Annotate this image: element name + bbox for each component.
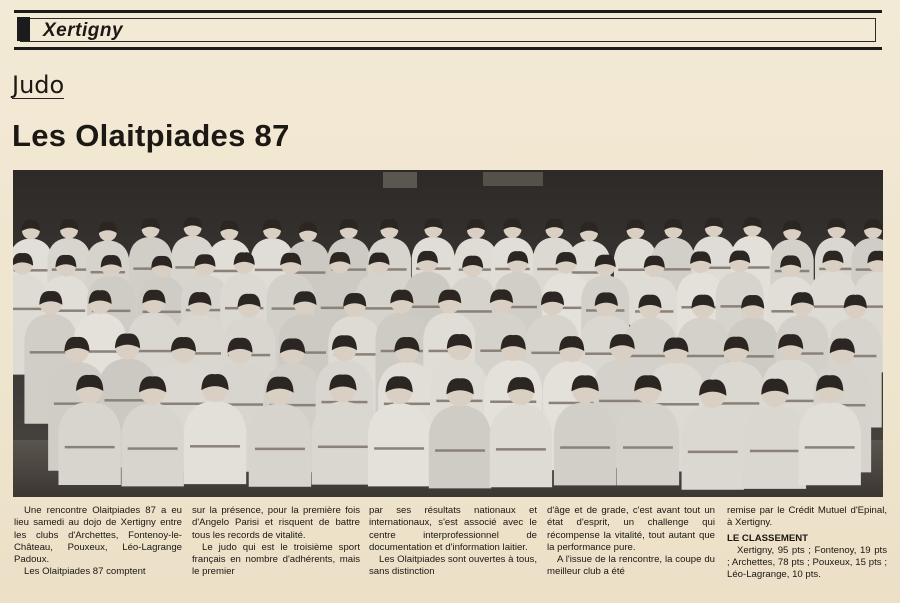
judoka-gi	[312, 401, 374, 484]
judoka-gi	[744, 406, 806, 489]
judoka-gi	[368, 403, 430, 486]
judoka-gi	[184, 401, 246, 484]
judoka-gi	[554, 402, 616, 485]
judoka-belt	[435, 449, 485, 452]
judoka-belt	[255, 448, 305, 451]
article-column-5	[727, 505, 887, 582]
paragraph: Les Olaitpiades 87 comptent	[24, 566, 146, 578]
judoka-belt	[682, 355, 724, 358]
paragraph: remise par le Crédit Mutuel d'Epinal, à Xertigny.	[727, 505, 887, 529]
headline: Les Olaitpiades 87	[12, 118, 290, 153]
judoka-belt	[496, 448, 546, 451]
judoka-gi	[617, 402, 679, 485]
paragraph: sur la présence, pour la première fois d'Angelo Parisi et risquent de battre tous les records de vitalité.	[192, 505, 360, 541]
judoka-belt	[318, 446, 368, 449]
photo-illustration	[13, 170, 883, 497]
paragraph: Les Olaitpiades sont ouvertes à tous, sans distinction	[369, 554, 537, 578]
judoka-gi	[249, 403, 311, 486]
judoka-belt	[453, 310, 491, 313]
paragraph: Le judo qui est le troisième sport français en nombre d'adhérents, mais le premier	[192, 541, 360, 578]
judoka-belt	[560, 446, 610, 449]
judoka-belt	[623, 446, 673, 449]
article-column-4	[547, 505, 715, 579]
judoka-belt	[133, 350, 175, 353]
judoka-belt	[128, 447, 178, 450]
ranking-text: Xertigny, 95 pts ; Fontenoy, 19 pts ; Archettes, 78 pts ; Pouxeux, 15 pts ; Léo-Lagrange, 10 pts.	[727, 544, 887, 581]
article-column-2	[192, 505, 360, 579]
judoka-belt	[599, 400, 645, 403]
judoka-gi	[798, 402, 860, 485]
judoka-belt	[750, 450, 800, 453]
judoka-gi	[429, 405, 491, 488]
judoka-belt	[688, 451, 738, 454]
judoka-belt	[805, 446, 855, 449]
judoka-gi	[121, 403, 183, 486]
header-box	[20, 18, 876, 42]
judoka-belt	[13, 308, 42, 311]
judoka-belt	[190, 445, 240, 448]
town-title: Xertigny	[43, 20, 124, 41]
judoka-gi	[58, 402, 120, 485]
article-column-3	[369, 505, 537, 579]
article-column-1	[14, 505, 182, 579]
header-marker	[17, 17, 30, 41]
judoka-belt	[65, 446, 115, 449]
judoka-belt	[374, 447, 424, 450]
paragraph: Une rencontre Olaitpiades 87 a eu lieu samedi au dojo de Xertigny entre les clubs d'Archettes, Fontenoy-le-Château, Pouxeux, Léo-Lagrange Padoux.	[14, 505, 182, 566]
judoka-gi	[490, 404, 552, 487]
paragraph: par ses résultats nationaux et internationaux, s'est associé avec le centre interprofessionnel de documentation et d'information laitier.	[369, 505, 537, 553]
paragraph: d'âge et de grade, c'est avant tout un état d'esprit, un challenge qui récompense la vitalité, tout autant que la performance pure.	[547, 505, 715, 553]
group-photo	[13, 170, 883, 497]
header-band	[14, 10, 882, 50]
paragraph: A l'issue de la rencontre, la coupe du meilleur club a été	[547, 554, 715, 578]
section-label: Judo	[12, 71, 65, 99]
judoka-gi	[682, 406, 744, 489]
ranking-heading: LE CLASSEMENT	[727, 532, 809, 544]
